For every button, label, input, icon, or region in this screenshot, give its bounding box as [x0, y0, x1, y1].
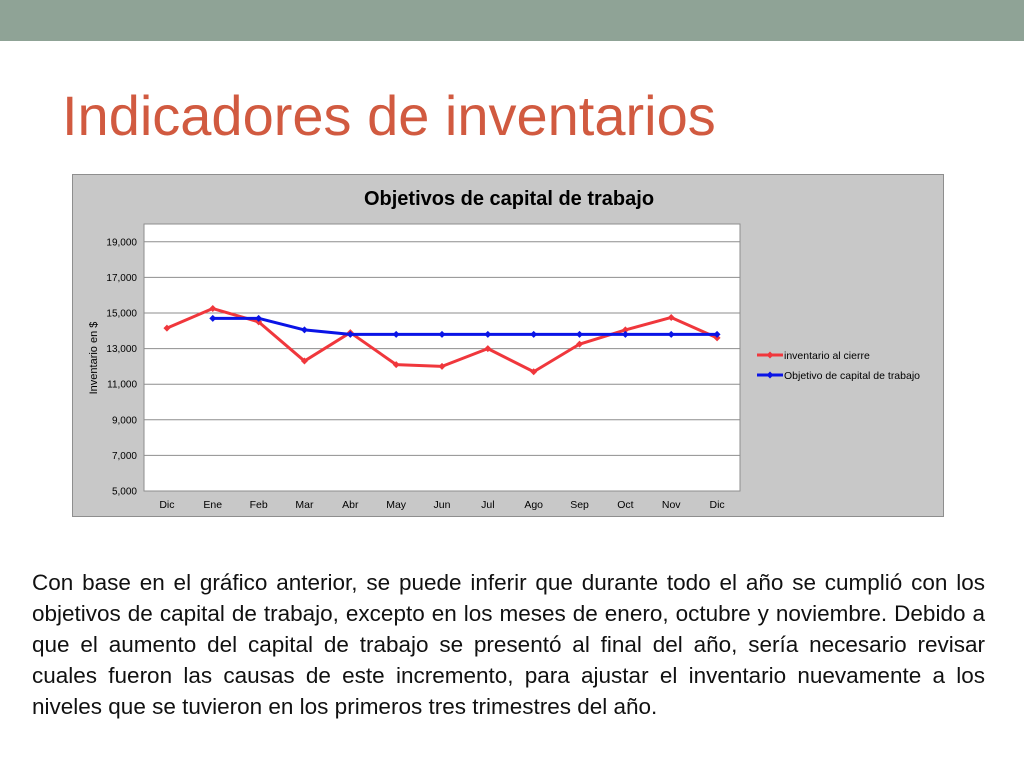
x-tick-label: Ene	[203, 499, 223, 511]
y-tick-label: 19,000	[106, 237, 137, 249]
chart-title: Objetivos de capital de trabajo	[363, 188, 655, 210]
legend-label: Objetivo de capital de trabajo	[784, 370, 921, 382]
body-paragraph: Con base en el gráfico anterior, se puede inferir que durante todo el año se cumplió con los objetivos de capital de trabajo, excepto en los meses de enero, octubre y noviembre. Debido a que el aumento del capital de trabajo se presentó al final del año, sería necesario revisar cuales fueron las causas de este incremento, para ajustar el inventario nuevamente a los niveles que se tuvieron en los primeros tres trimestres del año.	[32, 570, 985, 719]
x-tick-label: Nov	[661, 499, 681, 511]
x-tick-label: Jul	[481, 499, 495, 511]
x-tick-label: Dic	[709, 499, 725, 511]
x-tick-label: May	[386, 499, 407, 511]
slide-title: Indicadores de inventarios	[62, 84, 716, 147]
x-tick-label: Oct	[617, 499, 634, 511]
x-axis-ticks	[159, 499, 724, 511]
x-tick-label: Jun	[433, 499, 451, 511]
top-accent-bar	[0, 0, 1024, 41]
y-tick-label: 5,000	[111, 486, 137, 498]
x-tick-label: Ago	[524, 499, 544, 511]
legend-marker	[767, 372, 774, 379]
y-tick-label: 11,000	[107, 379, 137, 391]
x-tick-label: Feb	[249, 499, 268, 511]
x-tick-label: Dic	[159, 499, 175, 511]
y-axis-ticks	[106, 237, 137, 497]
chart-frame	[72, 174, 944, 517]
inventory-chart	[73, 175, 943, 516]
y-tick-label: 13,000	[106, 344, 137, 356]
legend	[757, 350, 920, 382]
x-tick-label: Sep	[570, 499, 589, 511]
x-tick-label: Mar	[295, 499, 314, 511]
y-tick-label: 17,000	[106, 272, 137, 284]
y-tick-label: 9,000	[111, 415, 137, 427]
y-axis-label: Inventario en $	[88, 321, 100, 395]
y-tick-label: 7,000	[111, 450, 137, 462]
legend-label: inventario al cierre	[784, 350, 870, 362]
y-tick-label: 15,000	[106, 308, 137, 320]
x-tick-label: Abr	[342, 499, 359, 511]
legend-marker	[767, 352, 774, 359]
plot-area	[144, 224, 740, 491]
